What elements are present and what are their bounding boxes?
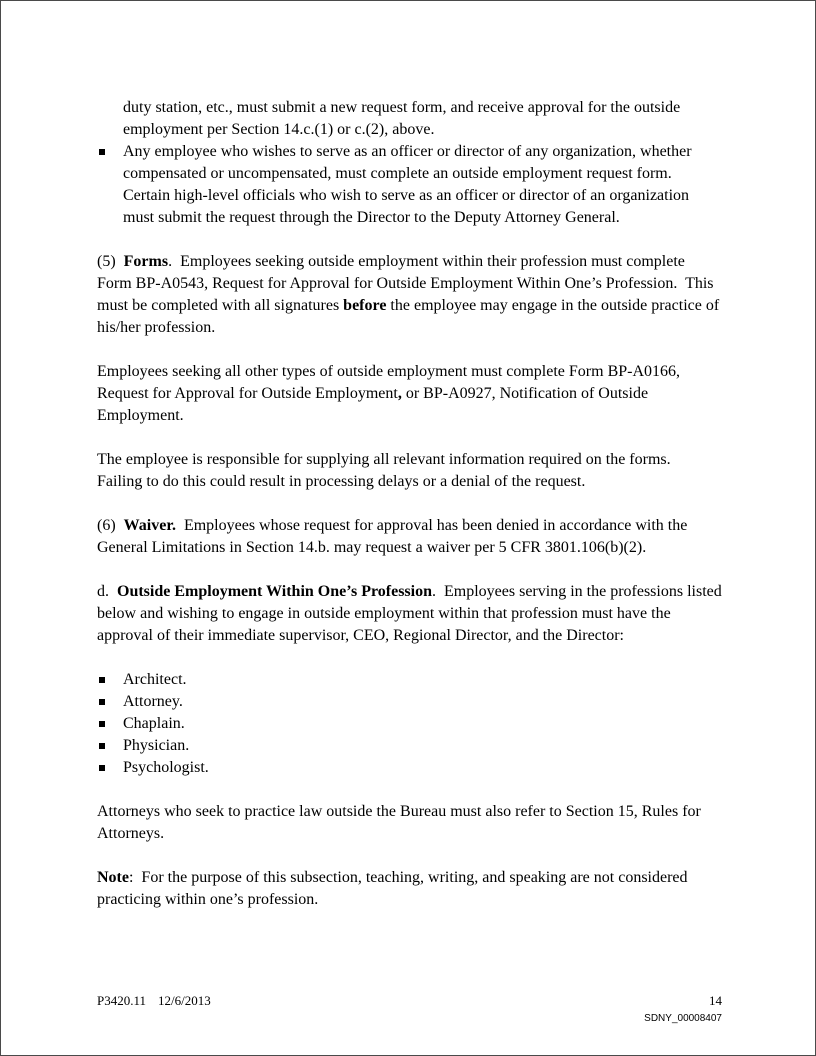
paragraph-other-forms xyxy=(97,361,722,427)
section-heading-profession: Outside Employment Within One’s Profession xyxy=(117,583,432,600)
paragraph-responsibility: The employee is responsible for supplying all relevant information required on the forms. Failing to do this could result in processing delays or a denial of the request. xyxy=(97,451,679,490)
section-number: (5) xyxy=(97,253,124,270)
list-item-text: Architect. xyxy=(123,671,187,688)
paragraph-profession-section xyxy=(97,581,726,647)
section-heading-waiver: Waiver. xyxy=(123,517,176,534)
professions-list xyxy=(97,669,722,779)
paragraph-text: : For the purpose of this subsection, teaching, writing, and speaking are not considered practicing within one’s profession. xyxy=(97,869,692,908)
list-item-text: Psychologist. xyxy=(123,759,209,776)
section-heading-forms: Forms xyxy=(123,253,169,270)
emphasis-comma: , xyxy=(397,385,402,402)
paragraph-waiver xyxy=(97,515,722,559)
list-item-officer xyxy=(97,141,722,229)
paragraph-note xyxy=(97,867,722,911)
paragraph-text: Employees seeking all other types of outside employment must complete Form BP-A0166, Request for Approval for Outside Employment xyxy=(97,363,685,402)
paragraph-text: or BP-A0927, Notification of Outside Employment. xyxy=(97,385,653,424)
footer-bates-number: SDNY_00008407 xyxy=(644,1013,722,1024)
bullet-icon xyxy=(99,743,105,749)
paragraph-text: . Employees seeking outside employment within their profession must complete Form BP-A0543, Request for Approval for Outside Employment Within One’s Profession. This must be completed with all signatures xyxy=(97,253,718,314)
paragraph-text: . Employees serving in the professions listed below and wishing to engage in outside employment within that profession must have the approval of their immediate supervisor, CEO, Regional Director, and the Director: xyxy=(97,583,726,644)
footer-date: 12/6/2013 xyxy=(158,993,211,1008)
paragraph-forms xyxy=(97,251,722,339)
footer-left xyxy=(97,993,211,1008)
section-letter: d. xyxy=(97,583,117,600)
footer-doc-number: P3420.11 xyxy=(97,993,146,1008)
bullet-icon xyxy=(99,677,105,683)
document-body xyxy=(97,97,726,911)
paragraph-attorneys: Attorneys who seek to practice law outside the Bureau must also refer to Section 15, Rules for Attorneys. xyxy=(97,803,704,842)
bullet-icon xyxy=(99,149,105,155)
list-item-text: Chaplain. xyxy=(123,715,185,732)
page-footer xyxy=(97,993,722,1026)
bullet-icon xyxy=(99,699,105,705)
emphasis-before: before xyxy=(343,297,387,314)
bates-line xyxy=(97,1009,722,1026)
note-label: Note xyxy=(97,869,129,886)
list-item xyxy=(97,669,722,691)
paragraph-text: Employees whose request for approval has been denied in accordance with the General Limitations in Section 14.b. may request a waiver per 5 CFR 3801.106(b)(2). xyxy=(97,517,692,556)
footer-line xyxy=(97,993,722,1008)
bullet-icon xyxy=(99,765,105,771)
list-item xyxy=(97,691,722,713)
section-number: (6) xyxy=(97,517,124,534)
list-item-text: Attorney. xyxy=(123,693,183,710)
footer-page-number: 14 xyxy=(709,993,722,1008)
bullet-icon xyxy=(99,721,105,727)
paragraph-continuation: duty station, etc., must submit a new request form, and receive approval for the outside employment per Section 14.c.(1) or c.(2), above. xyxy=(123,99,685,138)
paragraph-text: the employee may engage in the outside practice of his/her profession. xyxy=(97,297,724,336)
list-item-text: Physician. xyxy=(123,737,190,754)
list-item xyxy=(97,713,722,735)
list-item xyxy=(97,757,722,779)
list-item xyxy=(97,735,722,757)
list-item-text: Any employee who wishes to serve as an officer or director of any organization, whether compensated or uncompensated, must complete an outside employment request form. Certain high-level officials who wish to serve as an officer or director of an organization must submit the request through the Director to the Deputy Attorney General. xyxy=(123,143,696,226)
